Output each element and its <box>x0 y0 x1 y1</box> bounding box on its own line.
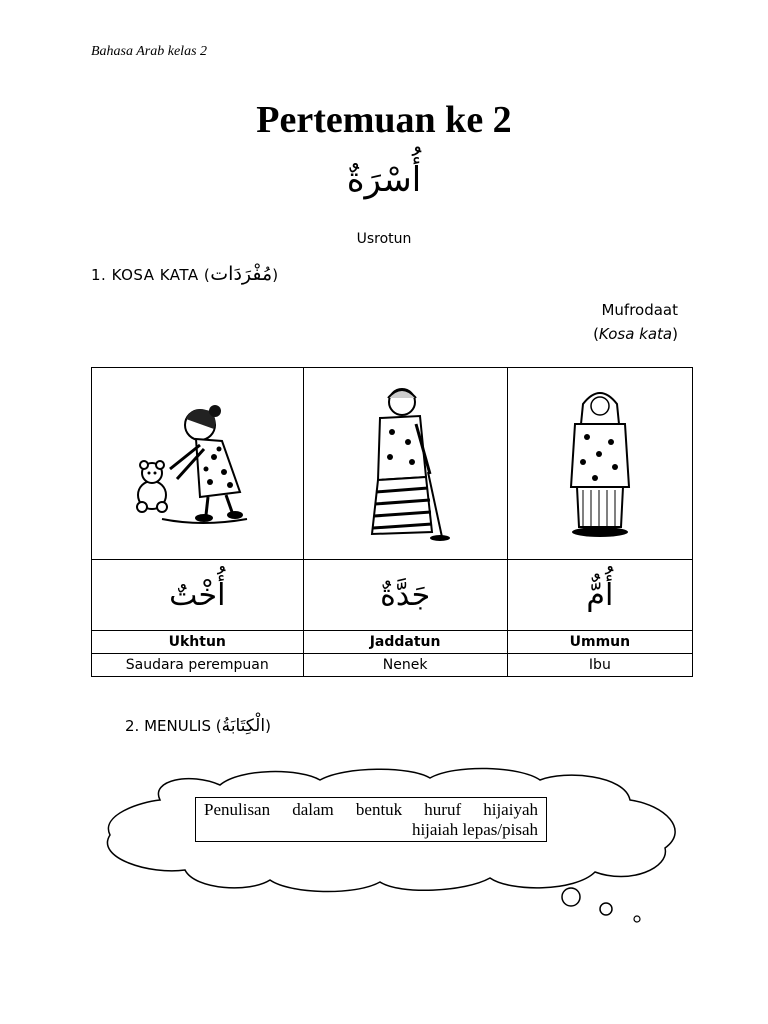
mufrodaat-line1: Mufrodaat <box>601 301 678 319</box>
arabic-word: أُمٌّ <box>507 560 692 631</box>
meaning: Nenek <box>303 654 507 677</box>
mufrodaat-open: ( <box>593 325 599 343</box>
note-box <box>195 797 547 842</box>
arabic-word: جَدَّةٌ <box>303 560 507 631</box>
meaning: Ibu <box>507 654 692 677</box>
arabic-title: أُسْرَةٌ <box>346 160 422 200</box>
section-1-close: ) <box>272 266 279 284</box>
section-1-label: 1. KOSA KATA ( <box>91 266 211 284</box>
arabic-word: أُخْتٌ <box>92 560 304 631</box>
header-note: Bahasa Arab kelas 2 <box>91 44 208 59</box>
transliteration: Jaddatun <box>303 631 507 654</box>
note-line1: Penulisan dalam bentuk huruf hijaiyah <box>204 800 538 819</box>
section-2-label: 2. MENULIS ( <box>125 717 222 735</box>
mufrodaat-line2: Kosa kata <box>598 325 673 343</box>
subtitle: Usrotun <box>356 231 412 247</box>
section-2-arabic: الْكِتَابَةُ <box>221 716 266 736</box>
transliteration: Ukhtun <box>92 631 304 654</box>
page-title: Pertemuan ke 2 <box>256 99 512 141</box>
mufrodaat-close: ) <box>672 325 678 343</box>
transliteration: Ummun <box>507 631 692 654</box>
section-1-arabic: مُفْرَدَات <box>210 263 273 285</box>
meaning: Saudara perempuan <box>92 654 304 677</box>
note-line2: hijaiah lepas/pisah <box>411 820 538 839</box>
section-2-close: ) <box>265 717 271 735</box>
